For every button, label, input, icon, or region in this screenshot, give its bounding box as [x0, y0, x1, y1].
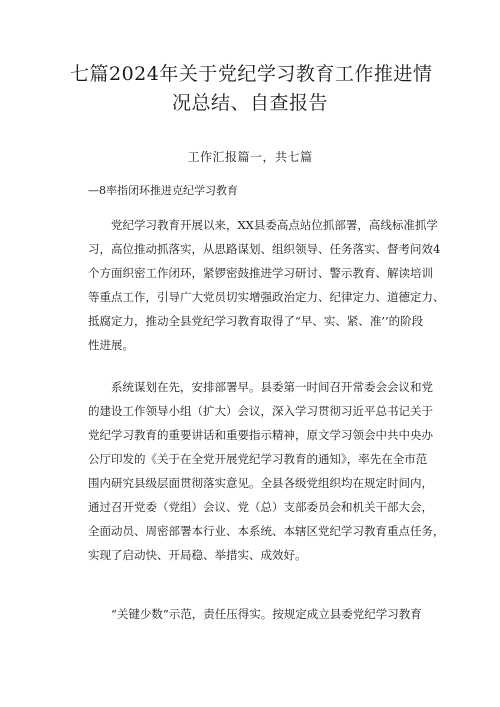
paragraph-line: 党纪学习教育开展以来，XX县委高点站位抓部署，高线标准抓学 — [111, 218, 438, 232]
document-subtitle: 工作汇报篇一，共七篇 — [187, 150, 313, 164]
paragraph-line: 习，高位推动抓落实，从思路谋划、组织领导、任务落实、督考问效4 — [88, 242, 441, 256]
section-heading: —8率指闭环推进克纪学习教育 — [88, 184, 238, 197]
paragraph-line: “关键少数”示范，责任压得实。按规定成立县委党纪学习教育 — [111, 607, 422, 621]
paragraph-line: 的建设工作领导小组（扩大）会议，深入学习贯彻习近平总书记关于 — [88, 404, 433, 418]
paragraph-line: 党纪学习教育的重要讲话和重要指示精神，原文学习领会中共中央办 — [88, 428, 433, 442]
paragraph-line: 围内研究县级层面贯彻落实意见。全县各级党组织均在规定时间内， — [88, 476, 433, 490]
paragraph-line: 全面动员、周密部署本行业、本系统、本辖区党纪学习教育重点任务， — [88, 524, 445, 538]
paragraph-line: 实现了启动快、开局稳、举措实、成效好。 — [88, 548, 307, 562]
paragraph-line: 系统谋划在先，安排部署早。县委第一时间召开常委会会议和党 — [111, 380, 433, 394]
paragraph-line: 通过召开党委（党组）会议、党（总）支部委员会和机关干部大会， — [88, 500, 433, 514]
paragraph-line: 个方面织密工作闭环，紧锣密鼓推进学习研讨、警示教育、解读培训 — [88, 266, 433, 280]
paragraph-line: 公厅印发的《关于在全党开展党纪学习教育的通知》，率先在全市范 — [88, 452, 428, 466]
paragraph — [88, 213, 448, 357]
title-line: 况总结、自查报告 — [171, 92, 328, 114]
document-title — [70, 60, 433, 118]
paragraph-line: 抵腐定力，推动全县党纪学习教育取得了“早、实、紧、准’’的阶段 — [88, 314, 424, 328]
paragraph — [88, 602, 448, 626]
paragraph-line: 等重点工作，引导广大党员切实增强政治定力、纪律定力、道德定力、 — [88, 290, 445, 304]
paragraph — [88, 375, 448, 567]
title-line: 七篇2024年关于党纪学习教育工作推进情 — [70, 63, 433, 85]
paragraph-line: 性进展。 — [88, 338, 134, 352]
